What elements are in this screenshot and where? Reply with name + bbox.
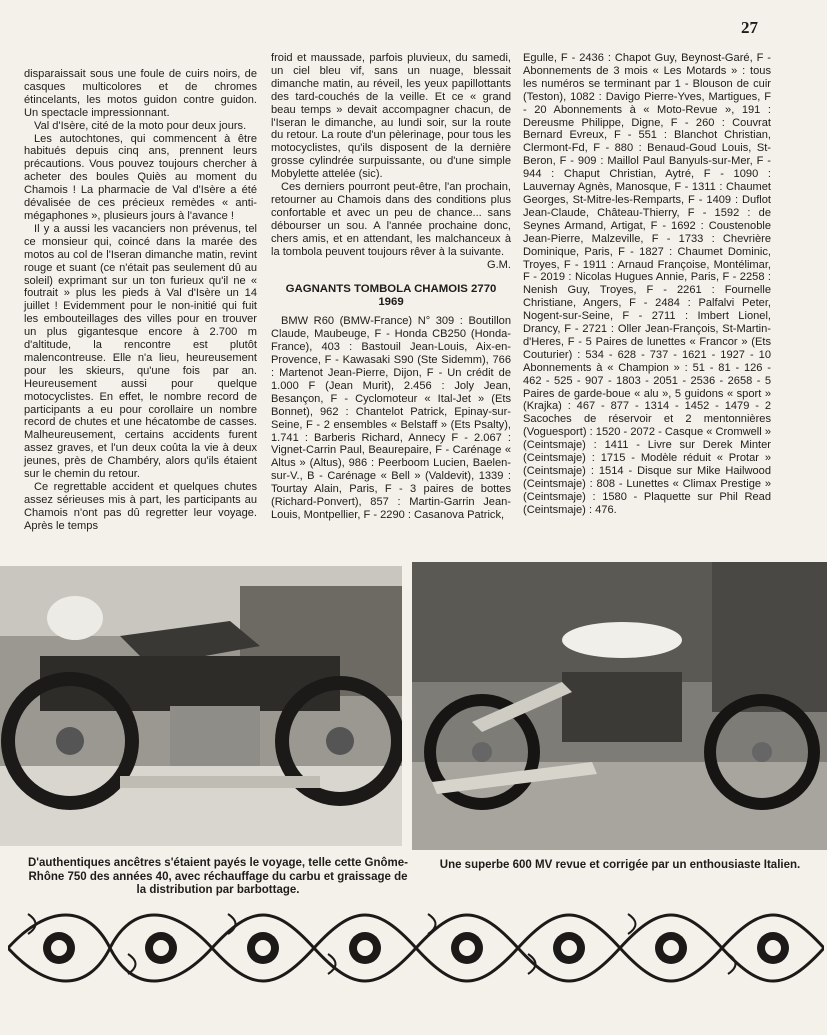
paragraph: Les autochtones, qui commencent à être habitués depuis cinq ans, prennent leurs précautions. Vous pouvez toujours chercher à acheter des boules Quiès au moment du Chamois ! La pharmacie de Val d'Isère a été dévalisée de ces précieux remèdes « anti-mégaphones », plusieurs jours à l'avance ! (24, 132, 257, 222)
tombola-heading (271, 283, 511, 309)
gnome-rhone-motorcycle-photo (0, 566, 402, 846)
paragraph: froid et maussade, parfois pluvieux, du samedi, un ciel bleu vif, sans un nuage, blessait dimanche matin, au réveil, les yeux papillottants des tard-couchés de la veille. Et ce « grand beau temps » devait accompagner chacun, de l'Iseran le dimanche, au lundi soir, sur la route du retour. La route d'un pèlerinage, pour tous les motocyclistes, qu'ils disposent de la dernière grosse cylindrée surpuissante, ou d'une simple Mobylette attelée (sic). (271, 52, 511, 181)
author-signature: G.M. (486, 258, 511, 271)
mv-600-motorcycle-image (412, 562, 827, 850)
paragraph: Ces derniers pourront peut-être, l'an prochain, retourner au Chamois dans des conditions plus confortable et avec un peu de chance... sans débourser un sou. A l'année prochaine donc, chers amis, et en attendant, les malchanceux à la tombola peuvent toujours rêver à la suivante. (271, 181, 511, 258)
paragraph: Ce regrettable accident et quelques chutes assez sérieuses mis à part, les participants au Chamois n'ont pas dû regretter leur voyage. Après le temps (24, 481, 257, 532)
photo-caption-right: Une superbe 600 MV revue et corrigée par un enthousiaste Italien. (439, 859, 801, 871)
decorative-scroll-border (8, 904, 824, 992)
article-column-2 (271, 52, 511, 522)
tombola-heading-year: 1969 (378, 296, 404, 309)
paragraph: disparaissait sous une foule de cuirs noirs, de casques multicolores et de chromes étincelants, les motos guidon contre guidon. Un spectacle impressionnant. (24, 68, 257, 119)
article-column-3 (523, 52, 771, 517)
paragraph: Val d'Isère, cité de la moto pour deux jours. (34, 119, 247, 132)
tombola-heading-title: GAGNANTS TOMBOLA CHAMOIS 2770 (285, 283, 497, 296)
tombola-winners-list-continued: Egulle, F - 2436 : Chapot Guy, Beynost-Garé, F - Abonnements de 3 mois « Les Motards » : tous les numéros se terminant par 1 - Blouson de cuir (Teston), 1082 : Davigo Pierre-Yves, Martigues, F - 20 Abonnements à « Moto-Revue », 191 : Dereusme Philippe, Digne, F - 260 : Couvrat Bernard Evreux, F - 551 : Blanchot Christian, Clermont-Fd, F - 880 : Benaud-Goud Louis, St-Beron, F - 909 : Maillol Paul Banyuls-sur-Mer, F - 944 : Chaput Christian, Aytré, F - 1090 : Lauvernay Agnès, Manosque, F - 1311 : Chaumet Georges, St-Mitre-les-Remparts, F - 1409 : Duflot Jean-Claude, Château-Thierry, F - 1592 : de Seynes Armand, Artigat, F - 1692 : Coustenoble Jean-Pierre, Malzeville, F - 1733 : Chevrière Dominique, Paris, F - 1827 : Chaumet Dominic, Troyes, F - 1911 : Arnaud Françoise, Montélimar, F - 2019 : Nicolas Hugues Annie, Paris, F - 2258 : Nenish Guy, Troyes, F - 2261 : Fournelle Christiane, Angers, F - 2484 : Palfalvi Peter, Nogent-sur-Seine, F - 2711 : Imbert Lionel, Drancy, F - 2721 : Oller Jean-François, St-Martin-d'Heres, F - 5 Paires de lunettes « Francor » (Ets Couturier) : 534 - 628 - 737 - 1621 - 1927 - 10 Abonnements à « Champion » : 51 - 81 - 126 - 462 - 525 - 907 - 1803 - 2051 - 2536 - 2658 - 5 Paires de garde-boue « alu », 5 guidons « sport » (Krajka) : 467 - 877 - 1314 - 1452 - 1479 - 2 Sacoches de réservoir et 2 mentonnières (Voguesport) : 1520 - 2072 - Casque « Cromwell » (Ceintsmaje) : 1411 - Livre sur Derek Minter (Ceintsmaje) : 1715 - Modèle réduit « Protar » (Ceintsmaje) : 1514 - Disque sur Mike Hailwood (Ceintsmaje) : 808 - Lunettes « Climax Prestige » (Ceintsmaje) : 1580 - Plaquette sur Phil Read (Ceintsmaje) : 476. (523, 52, 771, 516)
photo-caption-left: D'authentiques ancêtres s'étaient payés le voyage, telle cette Gnôme-Rhône 750 des années 40, avec réchauffage du carbu et graissage de la distribution par barbottage. (28, 857, 408, 896)
mv-600-motorcycle-photo (412, 562, 827, 850)
page-number: 27 (741, 18, 758, 37)
ornamental-frieze-icon (8, 904, 824, 992)
article-column-1 (24, 68, 257, 533)
tombola-winners-list: BMW R60 (BMW-France) N° 309 : Boutillon Claude, Maubeuge, F - Honda CB250 (Honda-France), 403 : Bastouil Jean-Louis, Aix-en-Provence, F - Kawasaki S90 (Ste Sidemm), 766 : Martenot Jean-Pierre, Dijon, F - Un crédit de 1.000 F (Jean Murit), 2.456 : Joly Jean, Besançon, F - Cyclomoteur « Ital-Jet » (Ets Bonnet), 962 : Chantelot Patrick, Epinay-sur-Seine, F - 2 ensembles « Belstaff » (Ets Psalty), 1.741 : Barberis Richard, Annecy F - 2.067 : Vignet-Carrin Paul, Beaurepaire, F - Carénage « Altus » (Altus), 986 : Peerboom Lucien, Baelen-sur-V., B - Carénage « Bell » (Valdevit), 1339 : Tourtay Alain, Paris, F - 3 paires de bottes (Richard-Ponvert), 857 : Martin-Garrin Jean-Louis, Montpellier, F - 2290 : Casanova Patrick, (271, 315, 511, 521)
paragraph: Il y a aussi les vacanciers non prévenus, tel ce monsieur qui, coincé dans la marée des motos au col de l'Iseran dimanche matin, revint rouge et suant (ce n'était pas seulement dû au soleil) exprimant sur un ton furieux qu'il ne « foutrait » plus les pieds à Val d'Isère un 14 juillet ! Evidemment pour le non-initié qui fuit les embouteillages des villes pour en trouver un plus gigantesque encore à 2.700 m d'altitude, la rencontre est plutôt malencontreuse. Elle n'a lieu, heureusement pour les skieurs, qu'une fois par an. Heureusement aussi pour quelque motocyclistes. En effet, le nombre record de participants a eu pour corollaire un nombre record de chutes et une hécatombe de casses. Malheureusement, certains accidents furent assez graves, et l'un deux coûta la vie à deux jeunes, près de Chambéry, alors qu'ils étaient sur le chemin du retour. (24, 222, 257, 481)
gnome-rhone-motorcycle-image (0, 566, 402, 846)
